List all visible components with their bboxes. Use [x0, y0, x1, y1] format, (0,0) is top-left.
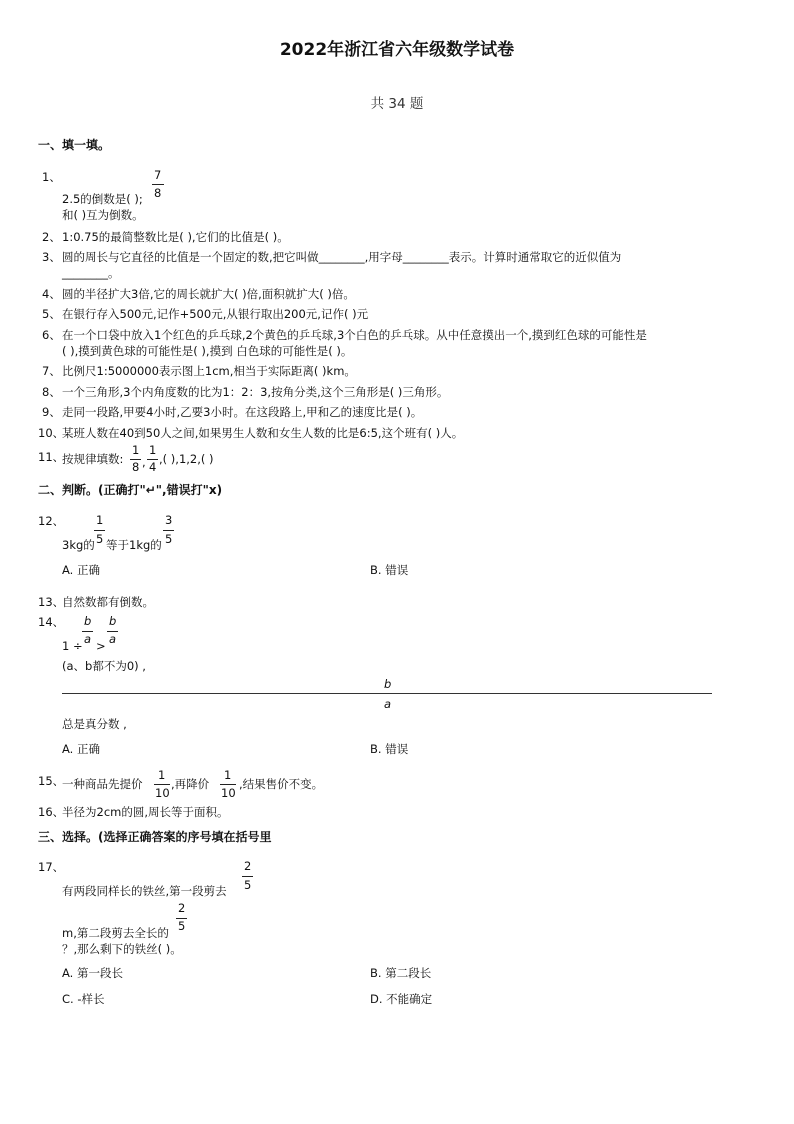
q12-option-b[interactable]: B. 错误 — [370, 563, 409, 577]
q14-option-b[interactable]: B. 错误 — [370, 742, 409, 756]
q12-number: 12、 — [38, 514, 65, 528]
q11-prefix: 按规律填数: — [62, 452, 124, 466]
section-1-heading: 一、填一填。 — [38, 138, 111, 152]
page-subtitle: 共 34 题 — [370, 96, 424, 112]
q15-frac2-num: 1 — [224, 768, 232, 782]
page-title: 2022年浙江省六年级数学试卷 — [279, 40, 515, 60]
q12-text-a: 3kg的 — [62, 538, 95, 552]
q14-big-frac-bar — [62, 693, 712, 694]
q12-frac2-num: 3 — [165, 513, 173, 527]
q2-number: 2、 — [42, 230, 61, 244]
q10-number: 10、 — [38, 426, 65, 440]
q14-frac2-den: a — [109, 632, 117, 646]
q15-number: 15、 — [38, 774, 65, 788]
q14-expr: 1 ÷ — [62, 639, 83, 653]
q5-number: 5、 — [42, 307, 61, 321]
q14-frac2-num: b — [109, 614, 117, 628]
q5-text: 在银行存入500元,记作+500元,从银行取出200元,记作( )元 — [62, 307, 369, 321]
q15-frac1-bar — [154, 784, 170, 785]
q12-frac2-bar — [163, 530, 174, 531]
q15-frac1-num: 1 — [158, 768, 166, 782]
q3-line2: ________。 — [62, 266, 120, 280]
q11-suffix: ,( ),1,2,( ) — [159, 452, 214, 466]
q14-big-frac-den: a — [384, 697, 392, 711]
q10-text: 某班人数在40到50人之间,如果男生人数和女生人数的比是6:5,这个班有( )人。 — [62, 426, 464, 440]
q17-option-c[interactable]: C. -样长 — [62, 992, 105, 1006]
q3-number: 3、 — [42, 250, 61, 264]
q4-number: 4、 — [42, 287, 61, 301]
q14-condition: (a、b都不为0) , — [62, 659, 146, 673]
q17-line2: m,第二段剪去全长的 — [62, 926, 169, 940]
q14-frac1-den: a — [84, 632, 92, 646]
q11-comma: , — [142, 455, 146, 469]
q1-frac-num: 7 — [154, 168, 162, 182]
q6-line1: 在一个口袋中放入1个红色的乒乓球,2个黄色的乒乓球,3个白色的乒乓球。从中任意摸出一个,摸到红色球的可能性是 — [62, 328, 647, 342]
q15-text-a: 一种商品先提价 — [62, 777, 143, 791]
section-2-heading: 二、判断。(正确打"↵",错误打"x) — [38, 483, 223, 497]
q6-number: 6、 — [42, 328, 61, 342]
q17-line1: 有两段同样长的铁丝,第一段剪去 — [62, 884, 227, 898]
q17-option-d[interactable]: D. 不能确定 — [370, 992, 433, 1006]
q17-frac2-den: 5 — [178, 919, 186, 933]
q17-frac1-num: 2 — [244, 859, 252, 873]
q11-frac1-den: 8 — [132, 460, 140, 474]
q14-frac1-num: b — [84, 614, 92, 628]
q11-frac1-num: 1 — [132, 443, 140, 457]
q12-frac2-den: 5 — [165, 532, 173, 546]
q11-frac2-den: 4 — [149, 460, 157, 474]
q3-line1: 圆的周长与它直径的比值是一个固定的数,把它叫做________,用字母________表示。计算时通常取它的近似值为 — [62, 250, 622, 264]
q9-number: 9、 — [42, 405, 61, 419]
q15-text-c: ,结果售价不变。 — [239, 777, 324, 791]
q17-frac1-bar — [242, 876, 253, 877]
q13-number: 13、 — [38, 595, 65, 609]
q14-tail: 总是真分数 , — [62, 717, 127, 731]
q8-number: 8、 — [42, 385, 61, 399]
q16-text: 半径为2cm的圆,周长等于面积。 — [62, 805, 229, 819]
q6-line2: ( ),摸到黄色球的可能性是( ),摸到 白色球的可能性是( )。 — [62, 344, 353, 358]
q1-line2: 和( )互为倒数。 — [62, 208, 144, 222]
q9-text: 走同一段路,甲要4小时,乙要3小时。在这段路上,甲和乙的速度比是( )。 — [62, 405, 423, 419]
q1-frac-den: 8 — [154, 186, 162, 200]
q4-text: 圆的半径扩大3倍,它的周长就扩大( )倍,面积就扩大( )倍。 — [62, 287, 355, 301]
q17-option-b[interactable]: B. 第二段长 — [370, 966, 432, 980]
q15-frac1-den: 10 — [155, 786, 170, 800]
q12-option-a[interactable]: A. 正确 — [62, 563, 100, 577]
q15-frac2-bar — [220, 784, 236, 785]
q7-number: 7、 — [42, 364, 61, 378]
q14-gt: > — [96, 639, 106, 653]
q11-frac2-num: 1 — [149, 443, 157, 457]
q17-line3: ？,那么剩下的铁丝( )。 — [62, 942, 182, 956]
q1-number: 1、 — [42, 170, 61, 184]
q14-number: 14、 — [38, 615, 65, 629]
q14-option-a[interactable]: A. 正确 — [62, 742, 100, 756]
q7-text: 比例尺1:5000000表示图上1cm,相当于实际距离( )km。 — [62, 364, 356, 378]
q8-text: 一个三角形,3个内角度数的比为1：2：3,按角分类,这个三角形是( )三角形。 — [62, 385, 449, 399]
section-3-heading: 三、选择。(选择正确答案的序号填在括号里 — [38, 830, 272, 844]
q15-frac2-den: 10 — [221, 786, 236, 800]
q11-number: 11、 — [38, 450, 65, 464]
q2-text: 1:0.75的最简整数比是( ),它们的比值是( )。 — [62, 230, 289, 244]
q13-text: 自然数都有倒数。 — [62, 595, 154, 609]
q15-text-b: ,再降价 — [171, 777, 210, 791]
q1-frac-bar — [152, 184, 164, 185]
q14-big-frac-num: b — [384, 677, 392, 691]
q12-frac1-den: 5 — [96, 532, 104, 546]
q17-number: 17、 — [38, 860, 65, 874]
q17-option-a[interactable]: A. 第一段长 — [62, 966, 123, 980]
q1-line1: 2.5的倒数是( ); — [62, 192, 143, 206]
q12-frac1-num: 1 — [96, 513, 104, 527]
q17-frac1-den: 5 — [244, 878, 252, 892]
q12-text-b: 等于1kg的 — [106, 538, 162, 552]
q17-frac2-num: 2 — [178, 901, 186, 915]
q12-frac1-bar — [94, 530, 105, 531]
q16-number: 16、 — [38, 805, 65, 819]
